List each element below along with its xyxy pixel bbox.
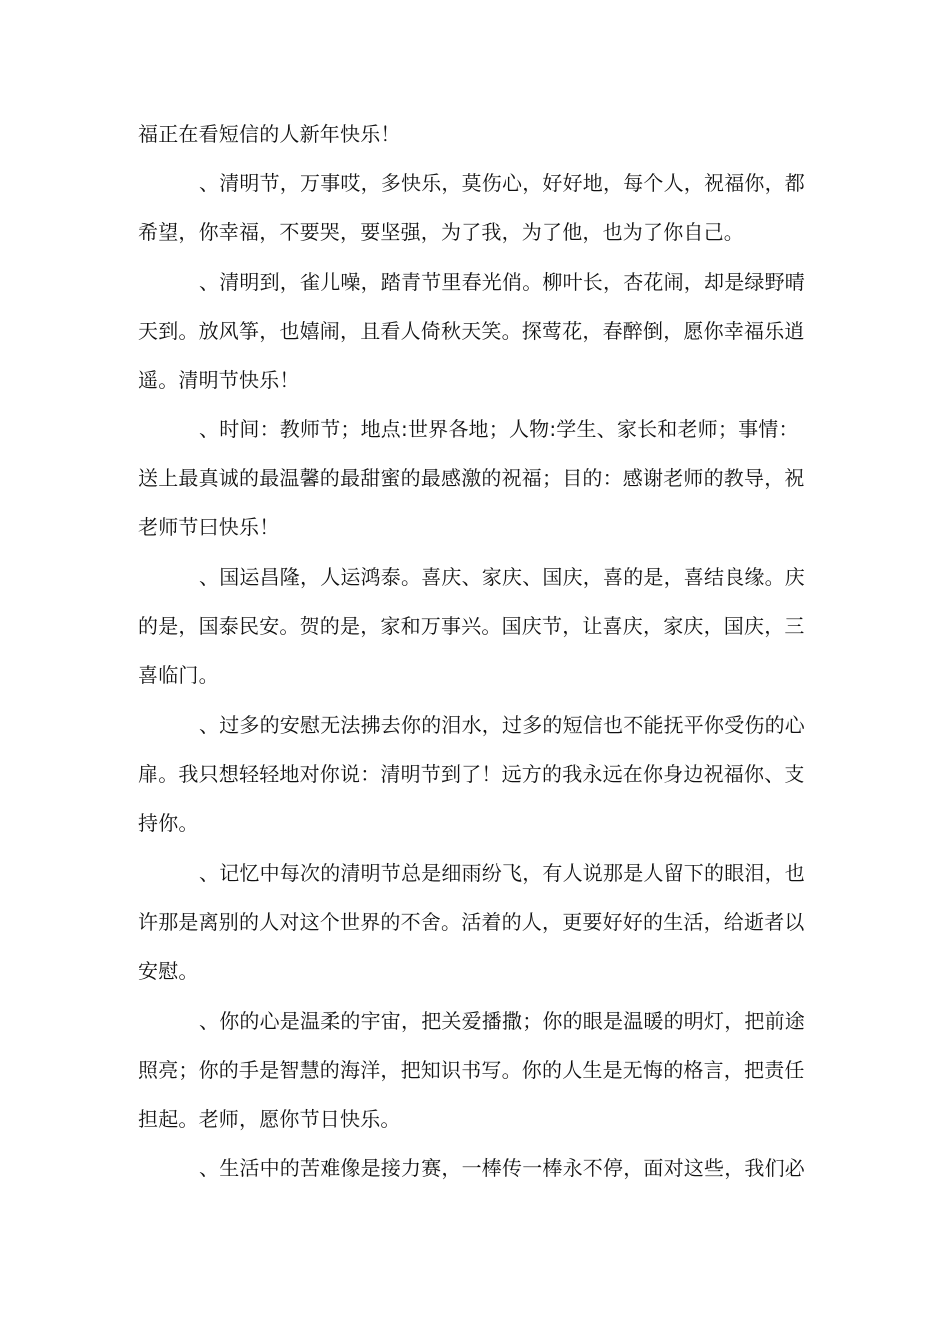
paragraph-4 xyxy=(138,553,820,700)
paragraph-line: 担起。老师，愿你节日快乐。 xyxy=(138,1107,401,1131)
paragraph-line: 福正在看短信的人新年快乐！ xyxy=(138,122,401,146)
paragraph-line: 、过多的安慰无法拂去你的泪水，过多的短信也不能抚平你受伤的心 xyxy=(199,713,805,737)
paragraph-3 xyxy=(138,405,820,552)
paragraph-line: 、生活中的苦难像是接力赛，一棒传一棒永不停，面对这些，我们必 xyxy=(199,1156,805,1180)
paragraph-line: 的是，国泰民安。贺的是，家和万事兴。国庆节，让喜庆，家庆，国庆，三 xyxy=(138,614,805,638)
paragraph-line: 扉。我只想轻轻地对你说：清明节到了！远方的我永远在你身边祝福你、支 xyxy=(138,762,805,786)
paragraph-line: 、清明到，雀儿噪，踏青节里春光俏。柳叶长，杏花闹，却是绿野晴 xyxy=(199,270,805,294)
paragraph-line: 、记忆中每次的清明节总是细雨纷飞，有人说那是人留下的眼泪，也 xyxy=(199,861,805,885)
paragraph-line: 喜临门。 xyxy=(138,663,219,687)
paragraph-2 xyxy=(138,258,820,405)
paragraph-line: 天到。放风筝，也嬉闹，且看人倚秋天笑。探莺花，春醉倒，愿你幸福乐逍 xyxy=(138,319,805,343)
paragraph-line: 希望，你幸福，不要哭，要坚强，为了我，为了他，也为了你自己。 xyxy=(138,220,744,244)
paragraph-0 xyxy=(138,110,820,159)
paragraph-line: 照亮；你的手是智慧的海洋，把知识书写。你的人生是无悔的格言，把责任 xyxy=(138,1058,805,1082)
paragraph-5 xyxy=(138,701,820,848)
paragraph-line: 、清明节，万事哎，多快乐，莫伤心，好好地，每个人，祝福你，都 xyxy=(199,171,805,195)
paragraph-line: 、国运昌隆，人运鸿泰。喜庆、家庆、国庆，喜的是，喜结良缘。庆 xyxy=(199,565,805,589)
paragraph-line: 送上最真诚的最温馨的最甜蜜的最感激的祝福；目的：感谢老师的教导，祝 xyxy=(138,466,805,490)
paragraph-line: 安慰。 xyxy=(138,959,199,983)
paragraph-line: 、你的心是温柔的宇宙，把关爱播撒；你的眼是温暖的明灯，把前途 xyxy=(199,1009,805,1033)
paragraph-line: 许那是离别的人对这个世界的不舍。活着的人，更要好好的生活，给逝者以 xyxy=(138,910,805,934)
paragraph-8 xyxy=(138,1144,820,1193)
paragraph-1 xyxy=(138,159,820,257)
paragraph-line: 遥。清明节快乐！ xyxy=(138,368,300,392)
paragraph-6 xyxy=(138,849,820,996)
paragraph-line: 老师节曰快乐！ xyxy=(138,515,280,539)
paragraph-line: 、时间：教师节；地点:世界各地；人物:学生、家长和老师；事情： xyxy=(199,417,799,441)
paragraph-7 xyxy=(138,997,820,1144)
paragraph-line: 持你。 xyxy=(138,811,199,835)
